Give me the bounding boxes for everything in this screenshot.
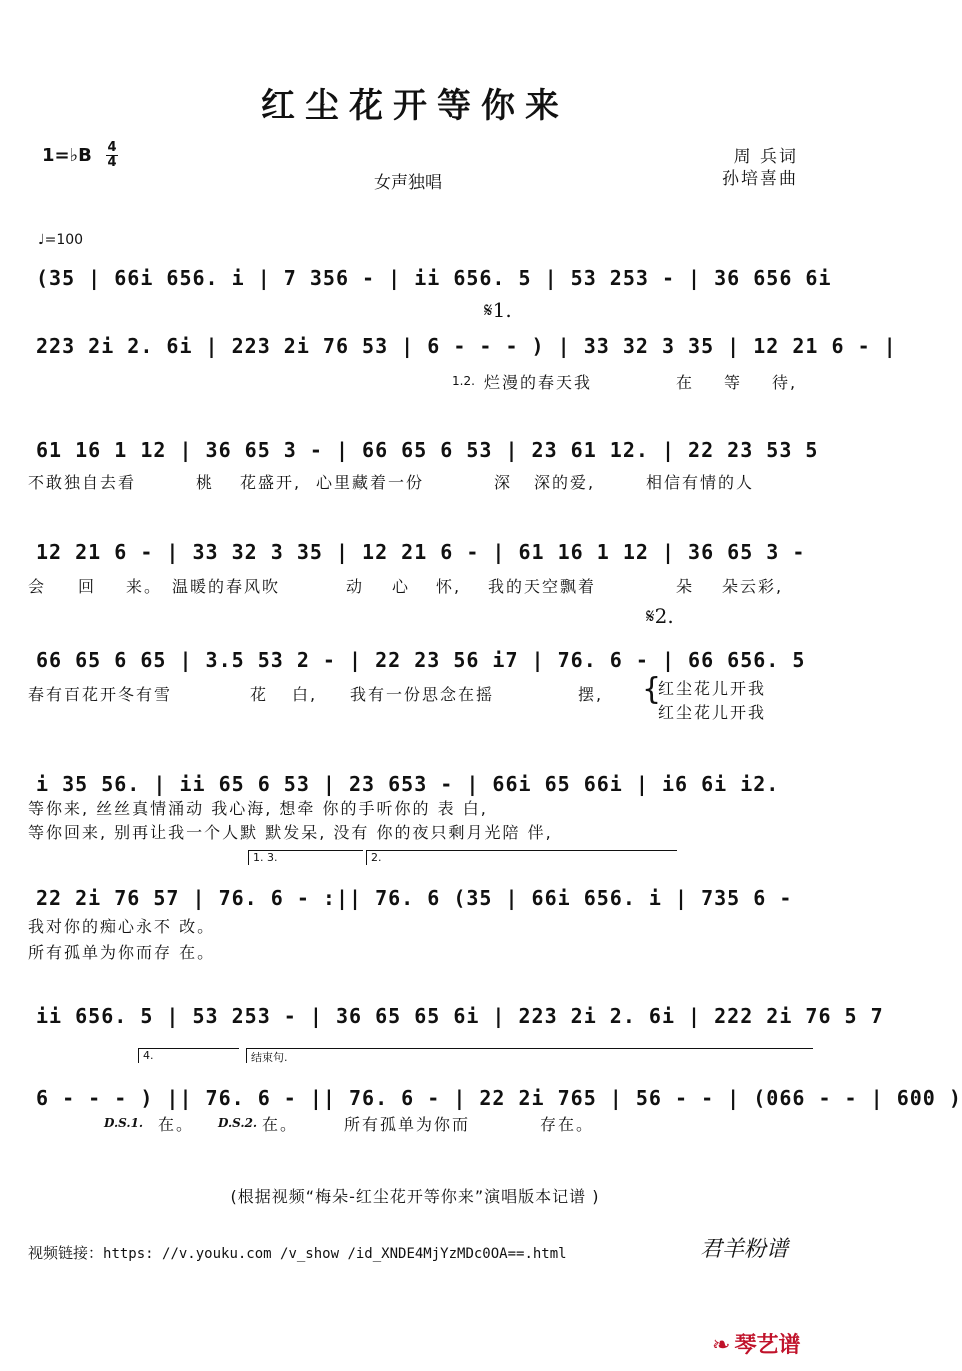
- lyric-verse-a: 红尘花儿开我: [658, 679, 767, 698]
- lyric-verse-a: 我对你的痴心永不 改。: [28, 917, 216, 936]
- meter-bottom: 4: [107, 155, 117, 170]
- song-title: 红尘花开等你来: [261, 86, 569, 126]
- lyric: 等: [724, 373, 743, 392]
- score-row-1: [30, 258, 832, 318]
- video-link-url[interactable]: https: //v.youku.com /v_show /id_XNDE4MjYzMDc0OA==.html: [103, 1246, 567, 1262]
- lyric: 白,: [292, 685, 318, 704]
- lyric-verse-b: 所有孤单为你而存 在。: [28, 943, 216, 962]
- verse-marker: 1.2.: [452, 374, 475, 388]
- performance-type: 女声独唱: [374, 173, 442, 193]
- logo-icon: ❧: [712, 1333, 731, 1358]
- lyric: 怀,: [436, 577, 462, 596]
- lyric: 不敢独自去看: [28, 473, 137, 492]
- lyric: 朵云彩,: [722, 577, 784, 596]
- lyric: 待,: [772, 373, 798, 392]
- transcription-note: (根据视频“梅朵-红尘花开等你来”演唱版本记谱 ): [230, 1187, 600, 1206]
- volta-2: 2.: [366, 850, 677, 865]
- dal-segno-2: D.S.2.: [218, 1116, 258, 1130]
- lyric: 花盛开,: [240, 473, 302, 492]
- segno-1: 𝄋1.: [484, 298, 512, 322]
- notes: 12 21 6 - | 33 32 3 35 | 12 21 6 - | 61 16 1 12 | 36 65 3 -: [36, 540, 806, 564]
- video-link: [28, 1242, 567, 1263]
- key-signature: 1=♭B: [42, 145, 92, 166]
- lyric: 温暖的春风吹: [172, 577, 281, 596]
- volta-1-3: 1. 3.: [248, 850, 363, 865]
- lyric: 烂漫的春天我: [484, 373, 593, 392]
- verse-brace: {: [642, 672, 662, 707]
- time-signature: [106, 141, 118, 170]
- site-logo: [712, 1328, 800, 1359]
- lyric-verse-b: 红尘花儿开我: [658, 703, 767, 722]
- notes: 6 - - - ) || 76. 6 - || 76. 6 - | 22 2i 765 | 56 - - | (066 - - | 600 ): [36, 1086, 962, 1110]
- lyricist-credit: 周 兵词: [733, 147, 798, 167]
- lyric: 在。: [158, 1115, 195, 1134]
- meter-top: 4: [107, 140, 117, 155]
- transcriber-signature: 君羊粉谱: [700, 1237, 789, 1262]
- lyric: 相信有情的人: [646, 473, 755, 492]
- lyric: 桃: [196, 473, 215, 492]
- logo-text: 琴艺谱: [734, 1333, 801, 1358]
- lyric: 在。: [262, 1115, 299, 1134]
- notes: 22 2i 76 57 | 76. 6 - :|| 76. 6 (35 | 66i 656. i | 735 6 -: [36, 886, 793, 910]
- lyric-verse-a: 等你来, 丝丝真情涌动 我心海, 想牵 你的手听你的 表 白,: [28, 799, 488, 818]
- lyric: 春有百花开冬有雪: [28, 685, 173, 704]
- dal-segno-1: D.S.1.: [104, 1116, 144, 1130]
- lyric: 在: [676, 373, 695, 392]
- lyric: 回: [78, 577, 97, 596]
- notes: (35 | 66i 656. i | 7 356 - | ii 656. 5 | 53 253 - | 36 656 6i: [36, 266, 832, 290]
- notes: 223 2i 2. 6i | 223 2i 76 53 | 6 - - - ) | 33 32 3 35 | 12 21 6 - |: [36, 334, 897, 358]
- segno-2: 𝄋2.: [646, 604, 674, 628]
- lyric: 深的爱,: [534, 473, 596, 492]
- lyric: 朵: [676, 577, 695, 596]
- lyric: 心里藏着一份: [316, 473, 425, 492]
- tempo-marking: ♩=100: [38, 232, 84, 248]
- lyric: 所有孤单为你而: [344, 1115, 471, 1134]
- lyric: 摆,: [578, 685, 604, 704]
- lyric: 存在。: [540, 1115, 595, 1134]
- score-row-8: [30, 996, 884, 1056]
- notes: ii 656. 5 | 53 253 - | 36 65 65 6i | 223 2i 2. 6i | 222 2i 76 5 7: [36, 1004, 884, 1028]
- volta-4: 4.: [138, 1048, 239, 1063]
- lyric: 心: [392, 577, 411, 596]
- notes: i 35 56. | ii 65 6 53 | 23 653 - | 66i 65 66i | i6 6i i2.: [36, 772, 780, 796]
- lyric: 我有一份思念在摇: [350, 685, 495, 704]
- video-link-label: 视频链接：: [28, 1244, 104, 1262]
- lyric: 深: [494, 473, 513, 492]
- lyric: 来。: [126, 577, 163, 596]
- composer-credit: 孙培喜曲: [722, 169, 798, 189]
- lyric-verse-b: 等你回来, 别再让我一个人默 默发呆, 没有 你的夜只剩月光陪 伴,: [28, 823, 553, 842]
- lyric: 花: [250, 685, 269, 704]
- notes: 61 16 1 12 | 36 65 3 - | 66 65 6 53 | 23 61 12. | 22 23 53 5: [36, 438, 819, 462]
- lyric: 会: [28, 577, 47, 596]
- lyric: 我的天空飘着: [488, 577, 597, 596]
- lyric: 动: [346, 577, 365, 596]
- volta-ending: 结束句.: [246, 1048, 813, 1063]
- notes: 66 65 6 65 | 3.5 53 2 - | 22 23 56 i7 | 76. 6 - | 66 656. 5: [36, 648, 806, 672]
